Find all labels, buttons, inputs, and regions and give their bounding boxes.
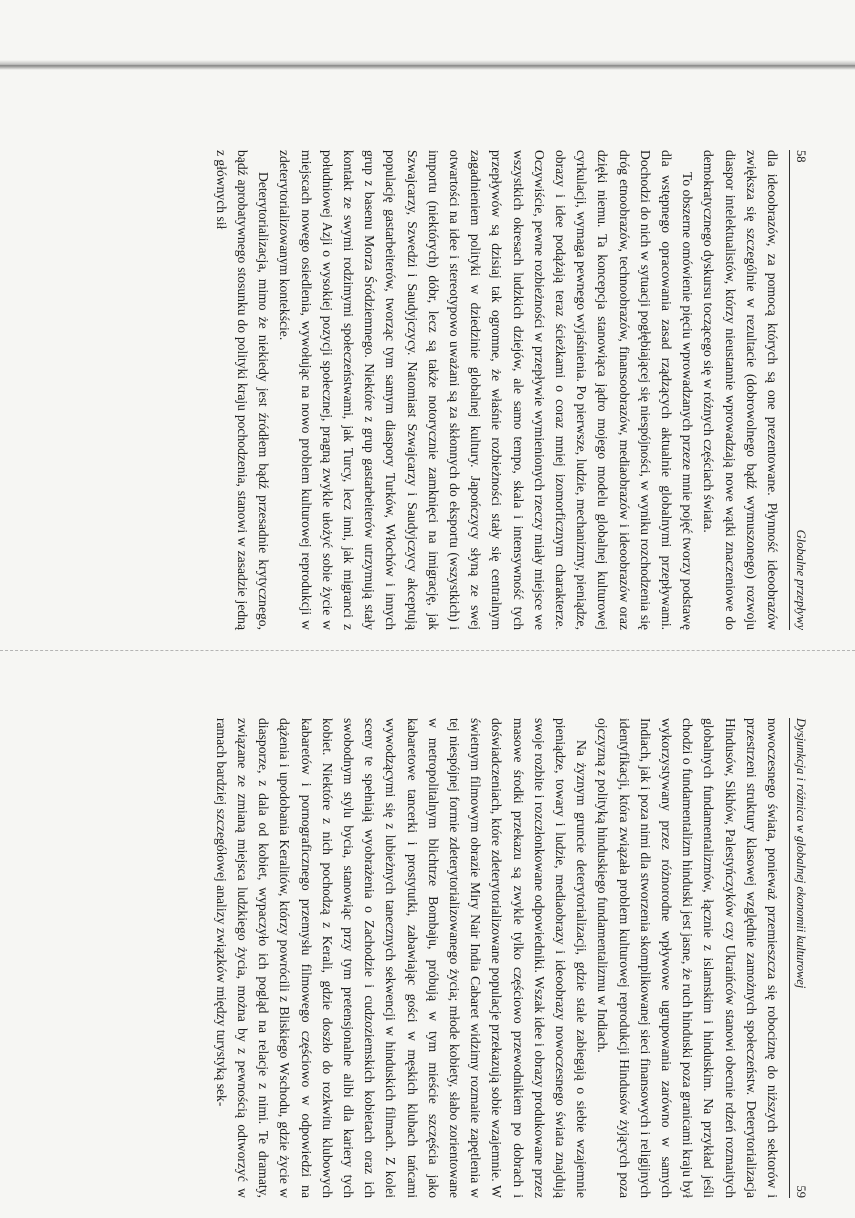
paragraph: dla ideoobrazów, za pomocą których są one prezentowane. Płynność ideoobrazów zwiększa się szczególnie w rezultacie (dobrowolnego bądź wymuszonego) rozwoju diaspor intelektualistów, którzy nieustannie wprowadzają nowe wątki znaczeniowe do demokratycznego dyskursu toczącego się w różnych częściach świata. [701,150,780,630]
book-page-left [168,150,808,630]
book-gutter [0,650,855,651]
running-head [789,718,808,1198]
paragraph: nowoczesnego świata, ponieważ przemieszcza się robociznę do niższych sektorów i przestrzeni struktury klasowej względnie zamożnych społeczeństw. Deterytorializacja Hindusów, Sikhów, Palestyńczyków czy Ukraińców stanowi obecnie rdzeń rozmaitych globalnych fundamentalizmów, łącznie z islamskim i hinduskim. Na przykład jeśli chodzi o fundamentalizm hinduski jest jasne, że ruch hinduski poza granicami kraju był wykorzystywany przez różnorodne wpływowe ugrupowania zarówno w samych Indiach, jak i poza nimi dla stworzenia skomplikowanej sieci finansowych i religijnych identyfikacji, która związała problem kulturowej reprodukcji Hindusów żyjących poza ojczyzną z polityką hinduskiego fundamentalizmu w Indiach. [595,718,780,1198]
scan-edge-shadow [0,60,855,70]
book-page-right [168,718,808,1198]
running-head-title: Globalne przepływy [794,529,808,630]
paragraph: Na żyznym gruncie deterytorializacji, gdzie stale zabiegają o siebie wzajemnie pieniądze, towary i ludzie, mediaobrazy i ideoobrazy nowoczesnego świata znajdują swoje rozbite i rozczłonkowane odpowiedniki. Wszak idee i obrazy produkowane przez masowe środki przekazu są zwykle tylko częściowo przewodnikiem po dobrach i doświadczeniach, które zdeterytorializowane populacje przekazują sobie wzajemnie. W świetnym filmowym obrazie Miry Nair India Cabaret widzimy rozmaite zapętlenia w tej niespójnej formie zdeterytorializowanego życia; młode kobiety, słabo zorientowane w metropolitalnym blichtrze Bombaju, próbują w tym mieście szczęścia jako kabaretowe tancerki i prostytutki, zabawiając gości w męskich klubach tańcami wywodzącymi się z lubieżnych tanecznych sekwencji w hinduskich filmach. Z kolei sceny te spełniają wyobrażenia o Zachodzie i cudzoziemskich kobietach oraz ich swobodnym stylu bycia, stanowiąc przy tym pretensjonalne alibi dla kariery tych kobiet. Niektóre z nich pochodzą z Kerali, gdzie doszło do rozkwitu klubowych kabaretów i pornograficznego przemysłu filmowego częściowo w odpowiedzi na dążenia i upodobania Keralitów, którzy powrócili z Bliskiego Wschodu, gdzie życie w diasporze, z dala od kobiet, wypaczyło ich pogląd na relacje z nimi. Te dramaty, związane ze zmianą miejsca ludzkiego życia, można by z pewnością odtworzyć w ramach bardziej szczegółowej analizy związków między turystyką sek- [213,718,590,1198]
running-head [789,150,808,630]
paragraph: Deterytorializacja, mimo że niekiedy jest źródłem bądź przesadnie krytycznego, bądź aprobatywnego stosunku do polityki kraju pochodzenia, stanowi w zasadzie jedną z głównych sił [213,150,272,630]
running-head-title: Dysjunkcja i różnica w globalnej ekonomii kulturowej [794,718,808,989]
page-body [211,150,783,630]
paragraph: To obszerne omówienie pięciu wprowadzanych przeze mnie pojęć tworzy podstawę dla wstępnego opracowania zasad rządzących aktualnie globalnymi przepływami. Dochodzi do nich w sytuacji pogłębiającej się niespójności, w wyniku rozchodzenia się dróg etnoobrazów, technoobrazów, finansoobrazów, mediaobrazów i ideoobrazów oraz dzięki niemu. Ta koncepcja stanowiąca jądro mojego modelu globalnej kulturowej cyrkulacji, wymaga pewnego wyjaśnienia. Po pierwsze, ludzie, mechanizmy, pieniądze, obrazy i idee podążają teraz ścieżkami o coraz mniej izomorficznym charakterze. Oczywiście, pewne rozbieżności w przepływie wymienionych rzeczy miały miejsce we wszystkich okresach ludzkich dziejów, ale samo tempo, skala i intensywność tych przepływów są dzisiaj tak ogromne, że właśnie rozbieżności stały się centralnym zagadnieniem polityki w dziedzinie globalnej kultury. Japończycy słyną ze swej otwartości na idee i stereotypowo uważani są za skłonnych do eksportu (wszystkich) i importu (niektórych) dóbr, lecz są także notorycznie zamknięci na imigrację, jak Szwajcarzy, Szwedzi i Saudyjczycy. Natomiast Szwajcarzy i Saudyjczycy akceptują populację gastarbeiterów, tworząc tym samym diaspory Turków, Włochów i innych grup z basenu Morza Śródziemnego. Niektóre z grup gastarbeiterów utrzymują stały kontakt ze swymi rodzimymi społeczeństwami, jak Turcy, lecz inni, jak migranci z południowej Azji o wysokiej pozycji społecznej, pragną zwykle ułożyć sobie życie w miejscach nowego osiedlenia, wywołując na nowo problem kulturowej reprodukcji w zdeterytorializowanym kontekście. [277,150,696,630]
page-number: 59 [794,1185,808,1198]
page-number: 58 [794,150,808,163]
page-body [211,718,783,1198]
